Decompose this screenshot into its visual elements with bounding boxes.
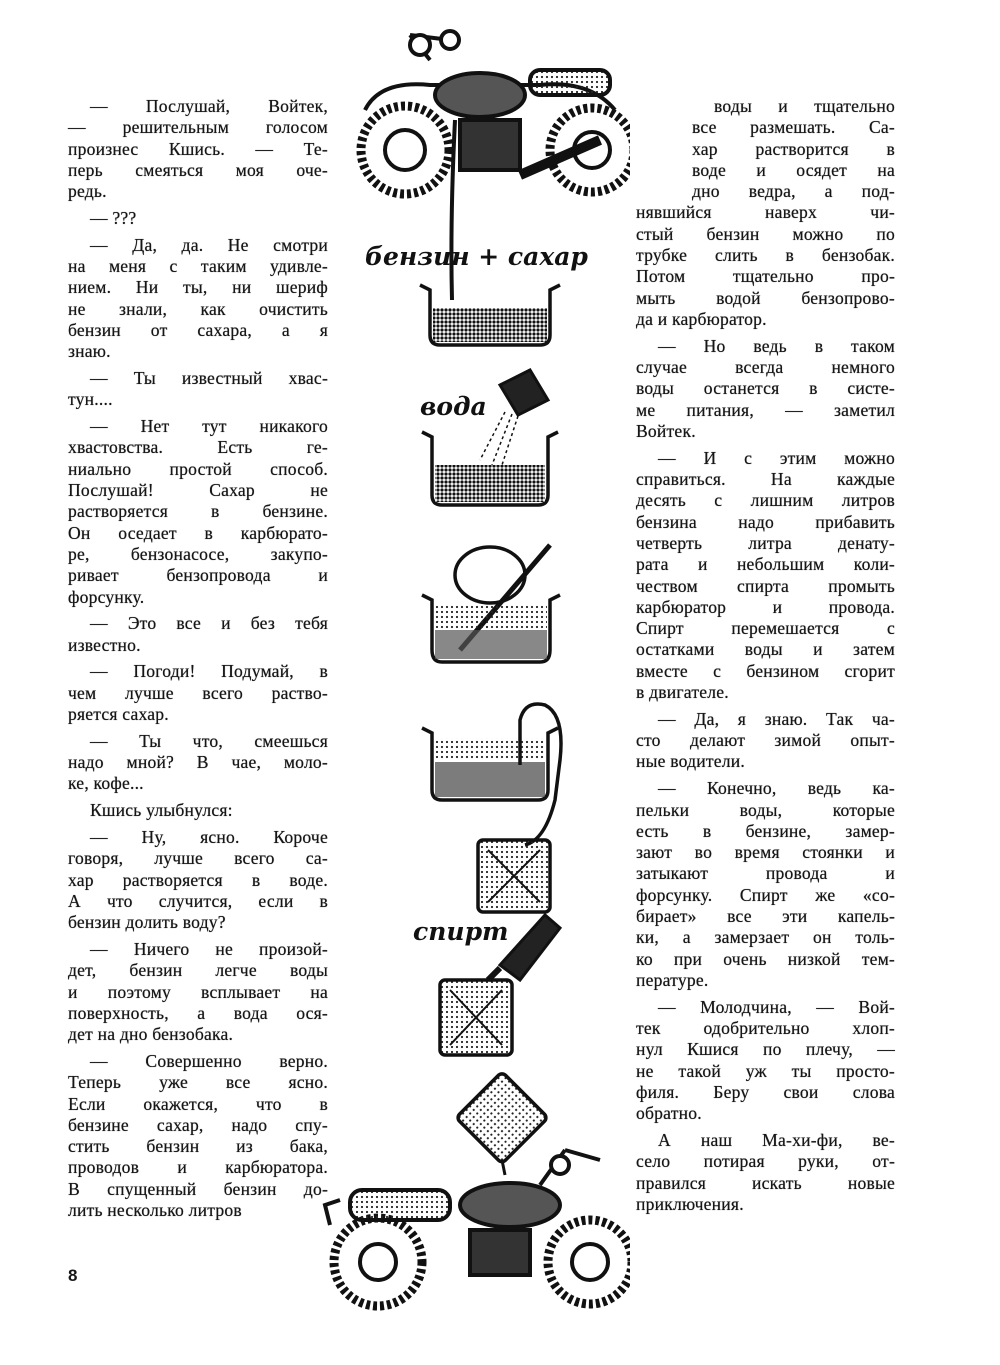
paragraph [68,800,328,821]
paragraph [68,1051,328,1221]
text-line: трубке слить в бензобак. [636,245,895,266]
paragraph [68,731,328,795]
text-line: ме питания, — заметил [636,399,895,420]
text-line: бензине сахар, надо спу- [68,1114,328,1135]
hose-icon [451,120,455,300]
text-line: — Ничего не произой- [90,938,328,959]
paragraph [68,827,328,933]
fuel-cleaning-illustration [310,20,630,1350]
text-line: зают во время стоянки и [636,842,895,863]
text-line: — ??? [90,207,137,228]
canister-icon [478,840,550,912]
text-line: А что случится, если в [68,890,328,911]
text-line: чеством спирта промыть [636,575,895,596]
text-line: ке, кофе... [68,773,144,794]
text-line: обратно. [636,1103,702,1124]
paragraph [636,997,895,1125]
text-line: нул Кшися по плечу, — [636,1039,895,1060]
motorcycle-bottom-icon [325,1150,630,1306]
text-line: ки, а замерзает он толь- [636,927,895,948]
text-line: — Молодчина, — Вой- [658,996,895,1017]
text-line: хар растворяется в воде. [68,869,328,890]
text-line: проводов и карбюратора. [68,1157,328,1178]
text-line: перь смеяться моя оче- [68,159,328,180]
text-line: остатками воды и затем [636,639,895,660]
text-line: воды и тщательно [714,96,895,116]
pot-siphon-icon [422,704,561,845]
paragraph [68,613,328,656]
pot-water-icon [422,432,558,505]
text-line: ряется сахар. [68,704,169,725]
text-line: мыть водой бензопрово- [636,287,895,308]
page-number: 8 [68,1266,78,1285]
canister-spirit-icon [440,980,512,1055]
text-line: — Послушай, Войтек, [90,96,328,116]
text-line: нием. Ни ты, ни шериф [68,277,328,298]
paragraph [636,778,895,991]
text-line: ре, бензонасосе, закупо- [68,543,328,564]
paragraph [68,939,328,1045]
text-line: хвастовства. Есть ге- [68,437,328,458]
text-line: пературе. [636,969,709,990]
right-text-column [636,96,895,1215]
text-line: справиться. На каждые [636,469,895,490]
text-line: — Погоди! Подумай, в [90,661,328,682]
text-line: В спущенный бензин до- [68,1178,328,1199]
paragraph [636,336,895,442]
paragraph [636,448,895,704]
canister-tilted-icon [456,1072,548,1175]
text-line: бирает» все эти капель- [636,905,895,926]
text-line: — Да, да. Не смотри [90,234,328,255]
text-line: не знали, как очистить [68,298,328,319]
text-line: пельки воды, которые [636,799,895,820]
text-line: ко при очень низкой тем- [636,948,895,969]
text-line: ные водители. [636,751,745,772]
text-line: и поэтому всплывает на [68,981,328,1002]
text-line: произнес Кшись. — Те- [68,138,328,159]
text-line: знаю. [68,341,111,362]
left-text-column [68,96,328,1221]
text-line: поверхность, а вода ося- [68,1002,328,1023]
text-line: Потом тщательно про- [636,266,895,287]
text-line: — Да, я знаю. Так ча- [658,708,895,729]
pot-petrol-sugar-icon [420,285,560,345]
text-line: сто делают зимой опыт- [636,730,895,751]
text-line: Теперь уже все ясно. [68,1072,328,1093]
paragraph [68,368,328,411]
text-line: рата и небольшим коли- [636,554,895,575]
text-line: бензин от сахара, а я [68,319,328,340]
text-line: Войтек. [636,420,696,441]
text-line: затыкают провода и [636,863,895,884]
label-petrol-sugar: бензин + сахар [365,242,588,271]
text-line: есть в бензине, замер- [636,820,895,841]
text-line: ривает бензопровода и [68,565,328,586]
paragraph [636,1130,895,1215]
text-line: ниально простой способ. [68,458,328,479]
text-line: Он оседает в карбюрато- [68,522,328,543]
text-line: растворяется в бензине. [68,501,328,522]
text-line: случае всегда немного [636,357,895,378]
text-line: тун.... [68,389,113,410]
text-line: надо мной? В чае, моло- [68,752,328,773]
text-line: известно. [68,634,141,655]
text-line: все размешать. Са- [692,117,895,138]
text-line: да и карбюратор. [636,308,767,329]
text-line: дно ведра, а под- [692,181,895,202]
text-line: говоря, лучше всего са- [68,848,328,869]
paragraph [68,416,328,608]
text-line: бензин долить воду? [68,912,226,933]
motorcycle-top-icon [361,31,630,194]
paragraph [68,96,328,202]
text-line: — Совершенно верно. [90,1050,328,1071]
paragraph [68,661,328,725]
paragraph [68,235,328,363]
text-line: филя. Беру свои слова [636,1081,895,1102]
text-line: десять с лишним литров [636,490,895,511]
label-water: вода [420,392,487,421]
text-line: тек одобрительно хлоп- [636,1017,895,1038]
text-line: — Нет тут никакого [90,416,328,437]
paragraph [636,96,895,330]
text-line: дет на дно бензобака. [68,1024,234,1045]
text-line: — Конечно, ведь ка- [658,778,895,799]
text-line: воды останется в систе- [636,378,895,399]
text-line: лить несколько литров [68,1200,242,1221]
text-line: — Ну, ясно. Короче [90,827,328,847]
paragraph [68,208,328,229]
text-line: бензина надо прибавить [636,511,895,532]
cup-pouring-water-icon [480,370,548,465]
text-line: в двигателе. [636,682,729,703]
text-line: Послушай! Сахар не [68,480,328,501]
text-line: — Но ведь в таком [658,335,895,356]
text-line: Если окажется, что в [68,1093,328,1114]
text-line: Кшись улыбнулся: [90,800,233,821]
text-line: четверть литра денату- [636,532,895,553]
text-line: — Ты что, смеешься [90,730,328,751]
text-line: Спирт перемешается с [636,618,895,639]
text-line: вместе с бензином сгорит [636,660,895,681]
text-line: приключения. [636,1193,744,1214]
pot-stirring-icon [422,545,560,662]
text-line: село потирая руки, от- [636,1151,895,1172]
text-line: карбюратор и провода. [636,596,895,617]
text-line: не такой уж ты просто- [636,1060,895,1081]
label-spirit: спирт [413,917,509,946]
paragraph [636,709,895,773]
text-line: — Это все и без тебя [90,613,328,634]
text-line: на меня с таким удивле- [68,256,328,277]
text-line: стый бензин можно по [636,223,895,244]
text-line: — решительным голосом [68,117,328,138]
text-line: форсунку. Спирт же «со- [636,884,895,905]
text-line: чем лучше всего раство- [68,682,328,703]
text-line: форсунку. [68,586,145,607]
text-line: А наш Ма-хи-фи, ве- [658,1129,895,1150]
text-line: нявшийся наверх чи- [636,202,895,223]
text-line: правился искать новые [636,1172,895,1193]
text-line: хар растворится в [692,138,895,159]
text-line: дет, бензин легче воды [68,960,328,981]
text-line: воде и осядет на [692,159,895,180]
text-line: — Ты известный хвас- [90,368,328,389]
text-line: стить бензин из бака, [68,1136,328,1157]
text-line: — И с этим можно [658,447,895,468]
text-line: редь. [68,181,107,202]
